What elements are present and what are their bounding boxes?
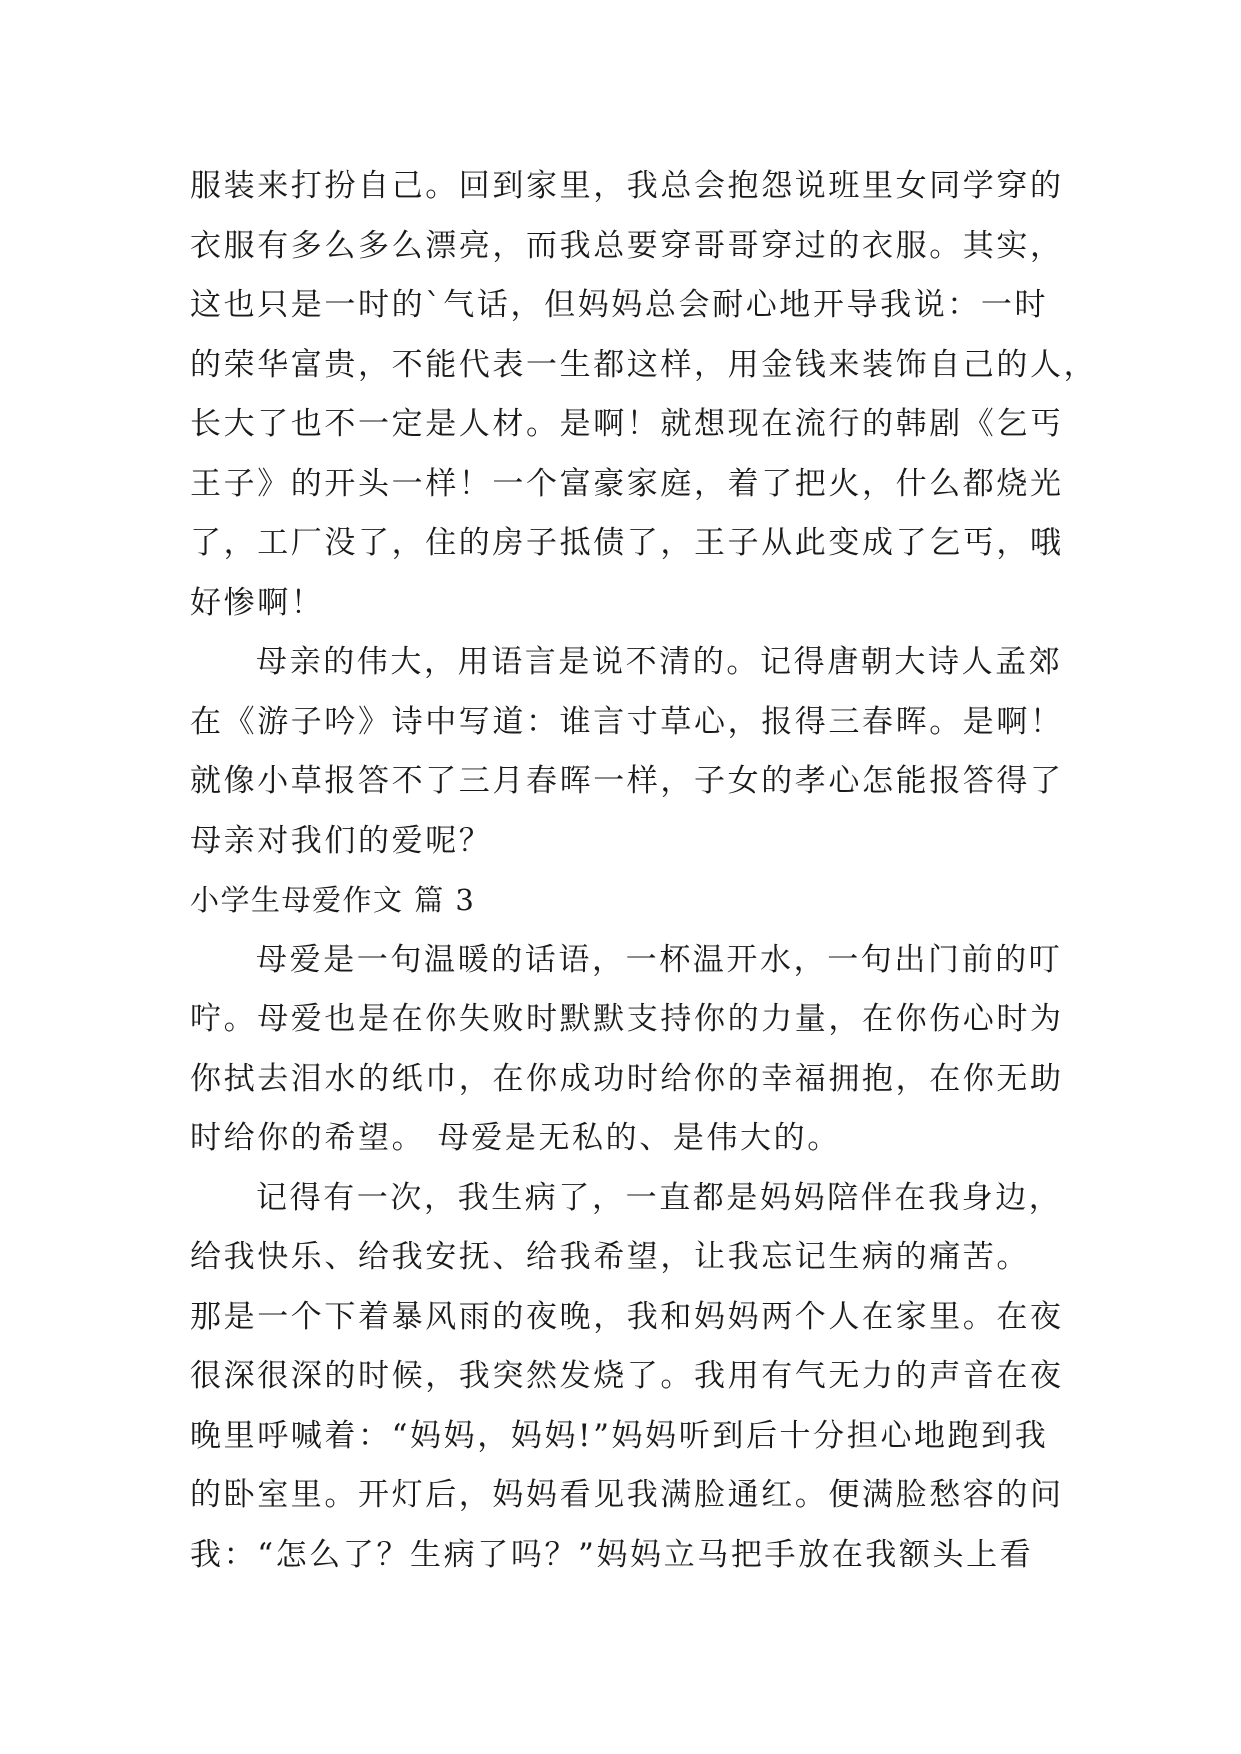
text-line: 你拭去泪水的纸巾，在你成功时给你的幸福拥抱，在你无助 bbox=[190, 1060, 1064, 1097]
text-line: 了，工厂没了，住的房子抵债了，王子从此变成了乞丐，哦 bbox=[190, 525, 1064, 561]
text-line: 王子》的开头一样！一个富豪家庭，着了把火，什么都烧光 bbox=[190, 465, 1064, 502]
text-line: 就像小草报答不了三月春晖一样，子女的孝心怎能报答得了 bbox=[190, 763, 1064, 799]
text-line: 很深很深的时候，我突然发烧了。我用有气无力的声音在夜 bbox=[190, 1358, 1064, 1394]
paragraph-continued bbox=[190, 157, 1098, 633]
paragraph-mother-love bbox=[190, 931, 1080, 1169]
text-line: 母亲的伟大，用语言是说不清的。记得唐朝大诗人孟郊 bbox=[256, 644, 1063, 680]
text-line: 长大了也不一定是人材。是啊！就想现在流行的韩剧《乞丐 bbox=[190, 406, 1064, 442]
text-line: 时给你的希望。 母爱是无私的、是伟大的。 bbox=[190, 1120, 841, 1156]
text-line: 那是一个下着暴风雨的夜晚，我和妈妈两个人在家里。在夜 bbox=[190, 1298, 1064, 1335]
text-line: 好惨啊！ bbox=[190, 584, 325, 621]
text-line: 给我快乐、给我安抚、给我希望，让我忘记生病的痛苦。 bbox=[190, 1239, 1030, 1275]
text-line: 的荣华富贵，不能代表一生都这样，用金钱来装饰自己的人， bbox=[190, 346, 1098, 383]
text-line: 在《游子吟》诗中写道：谁言寸草心，报得三春晖。是啊！ bbox=[190, 703, 1064, 740]
text-line: 母爱是一句温暖的话语，一杯温开水，一句出门前的叮 bbox=[256, 941, 1063, 978]
document-body bbox=[190, 157, 1098, 1585]
text-line: 我：“怎么了？生病了吗？”妈妈立马把手放在我额头上看 bbox=[190, 1536, 1034, 1573]
text-line: 衣服有多么多么漂亮，而我总要穿哥哥穿过的衣服。其实， bbox=[190, 227, 1064, 264]
text-line: 记得有一次，我生病了，一直都是妈妈陪伴在我身边， bbox=[256, 1179, 1063, 1216]
paragraph-sick-night bbox=[190, 1169, 1080, 1586]
text-line: 母亲对我们的爱呢？ bbox=[190, 822, 493, 859]
text-line: 咛。母爱也是在你失败时默默支持你的力量，在你伤心时为 bbox=[190, 1001, 1064, 1037]
text-line: 晚里呼喊着：“妈妈，妈妈!”妈妈听到后十分担心地跑到我 bbox=[190, 1417, 1049, 1454]
text-line: 这也只是一时的`气话，但妈妈总会耐心地开导我说：一时 bbox=[190, 287, 1049, 323]
text-line: 服装来打扮自己。回到家里，我总会抱怨说班里女同学穿的 bbox=[190, 168, 1064, 204]
section-heading: 小学生母爱作文 篇 3 bbox=[190, 883, 476, 917]
text-line: 的卧室里。开灯后，妈妈看见我满脸通红。便满脸愁容的问 bbox=[190, 1477, 1064, 1513]
paragraph-mother-greatness bbox=[190, 633, 1080, 871]
